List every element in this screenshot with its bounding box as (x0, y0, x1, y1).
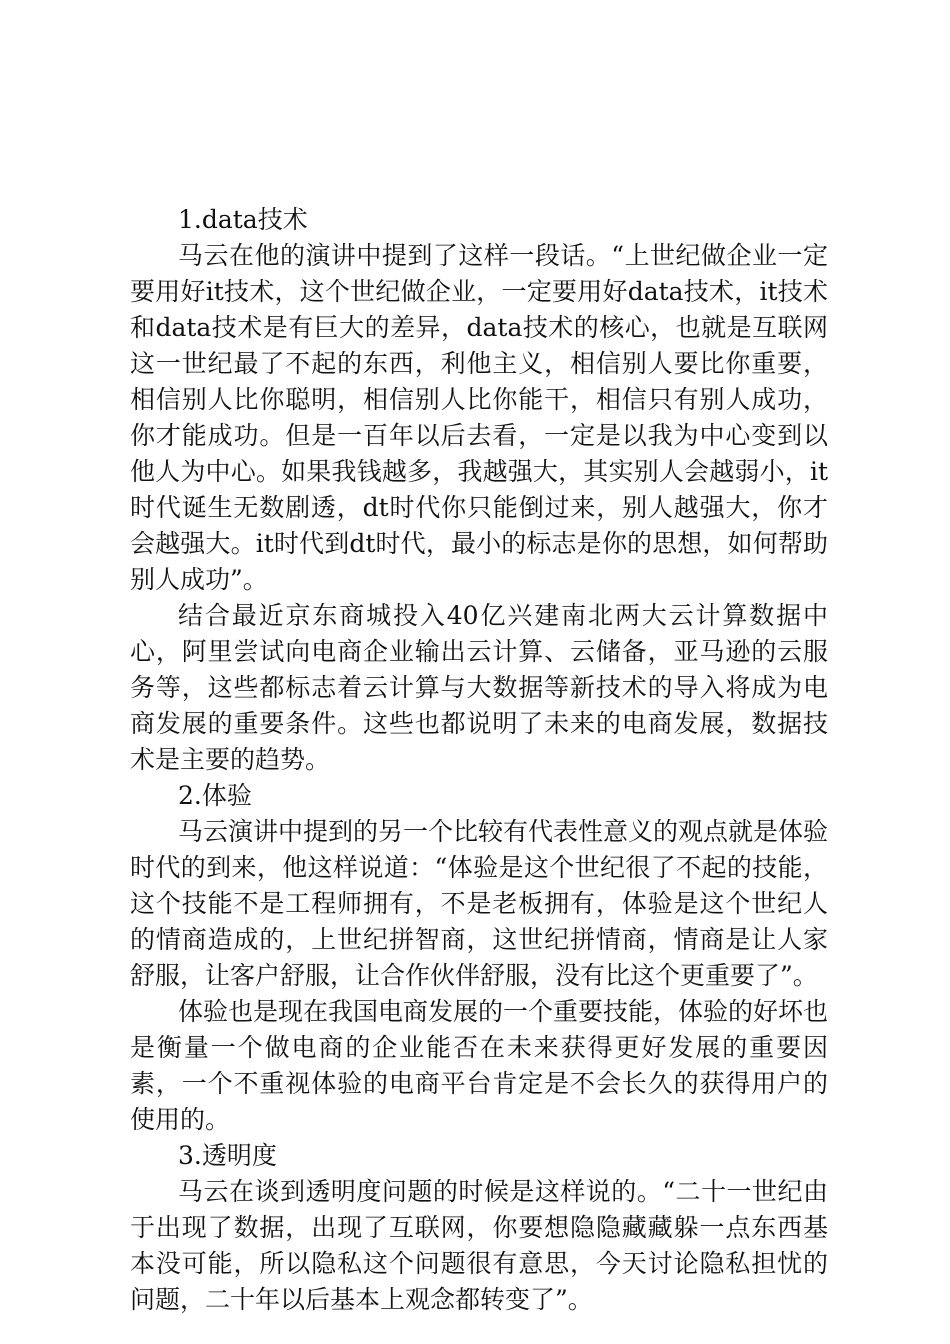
paragraph-data-trend: 结合最近京东商城投入40亿兴建南北两大云计算数据中心，阿里尝试向电商企业输出云计算、云储备，亚马逊的云服务等，这些都标志着云计算与大数据等新技术的导入将成为电商发展的重要条件。这些也都说明了未来的电商发展，数据技术是主要的趋势。 (130, 601, 828, 774)
paragraph-quote-data-tech: 马云在他的演讲中提到了这样一段话。“上世纪做企业一定要用好it技术，这个世纪做企业，一定要用好data技术，it技术和data技术是有巨大的差异，data技术的核心，也就是互联网这一世纪最了不起的东西，利他主义，相信别人要比你重要，相信别人比你聪明，相信别人比你能干，相信只有别人成功，你才能成功。但是一百年以后去看，一定是以我为中心变到以他人为中心。如果我钱越多，我越强大，其实别人会越弱小，it时代诞生无数剧透，dt时代你只能倒过来，别人越强大，你才会越强大。it时代到dt时代，最小的标志是你的思想，如何帮助别人成功”。 (130, 241, 828, 594)
section-heading-transparency: 3.透明度 (178, 1141, 277, 1170)
section-heading-data-tech: 1.data技术 (178, 205, 308, 234)
section-heading-experience: 2.体验 (178, 781, 252, 810)
paragraph-experience-importance: 体验也是现在我国电商发展的一个重要技能，体验的好坏也是衡量一个做电商的企业能否在未来获得更好发展的重要因素，一个不重视体验的电商平台肯定是不会长久的获得用户的使用的。 (130, 997, 829, 1134)
document-body (130, 202, 828, 1318)
paragraph-quote-transparency: 马云在谈到透明度问题的时候是这样说的。“二十一世纪由于出现了数据，出现了互联网，你要想隐隐藏藏躲一点东西基本没可能，所以隐私这个问题很有意思，今天讨论隐私担忧的问题，二十年以后基本上观念都转变了”。 (130, 1177, 828, 1314)
paragraph-quote-experience: 马云演讲中提到的另一个比较有代表性意义的观点就是体验时代的到来，他这样说道：“体验是这个世纪很了不起的技能，这个技能不是工程师拥有，不是老板拥有，体验是这个世纪人的情商造成的，上世纪拼智商，这世纪拼情商，情商是让人家舒服，让客户舒服，让合作伙伴舒服，没有比这个更重要了”。 (130, 817, 829, 990)
